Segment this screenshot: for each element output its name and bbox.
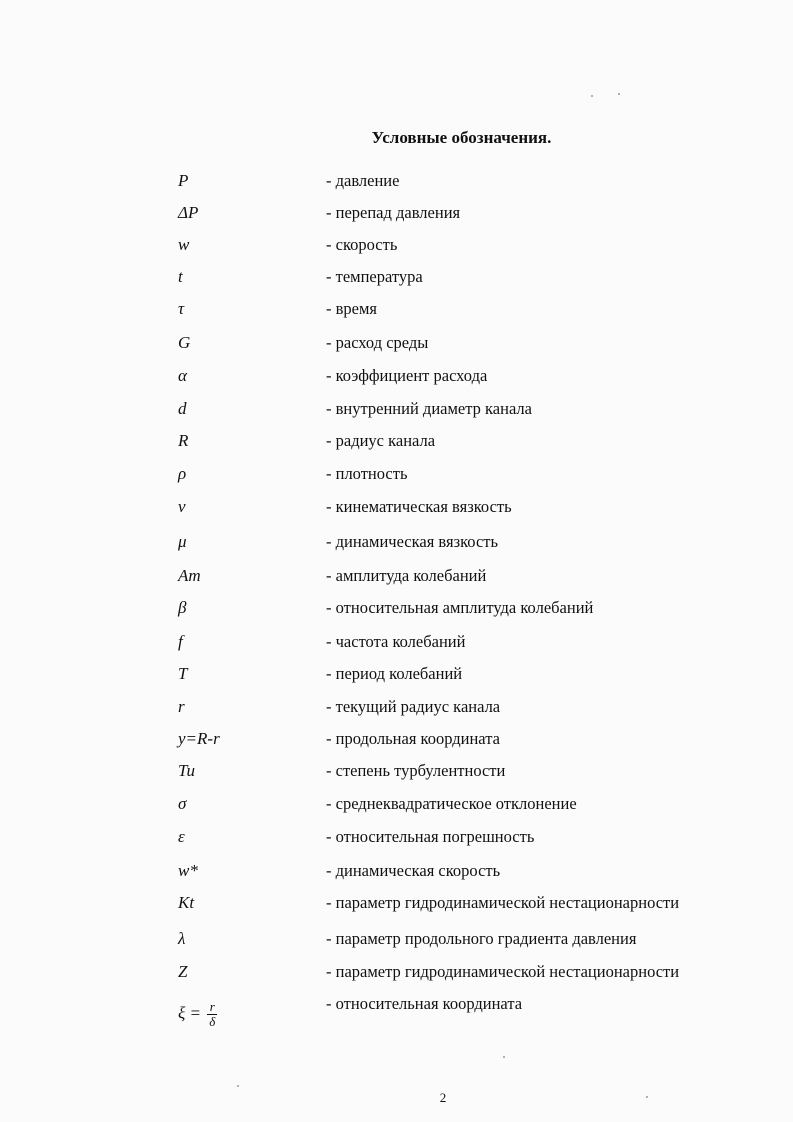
notation-symbol: μ — [178, 532, 187, 551]
notation-description: - кинематическая вязкость — [326, 497, 512, 516]
notation-description: - перепад давления — [326, 203, 461, 222]
notation-entry — [0, 893, 793, 923]
notation-entry — [0, 399, 793, 429]
notation-entry — [0, 664, 793, 694]
notation-symbol: f — [178, 632, 183, 651]
notation-description: - давление — [326, 171, 400, 190]
notation-entry — [0, 267, 793, 297]
notation-description: - период колебаний — [326, 664, 463, 683]
notation-entry — [0, 697, 793, 727]
notation-entry — [0, 729, 793, 759]
notation-description: - продольная координата — [326, 729, 500, 748]
notation-entry — [0, 794, 793, 824]
notation-entry — [0, 962, 793, 992]
notation-entry — [0, 497, 793, 527]
notation-symbol: R — [178, 431, 189, 450]
notation-description: - коэффициент расхода — [326, 366, 488, 385]
notation-symbol: Tu — [178, 761, 196, 780]
notation-entry — [0, 203, 793, 233]
notation-symbol: ρ — [178, 464, 187, 483]
notation-entry — [0, 366, 793, 396]
notation-entry — [0, 861, 793, 891]
notation-entry — [0, 299, 793, 329]
notation-symbol: Am — [178, 566, 201, 585]
notation-symbol: Kt — [178, 893, 195, 912]
notation-description: - амплитуда колебаний — [326, 566, 487, 585]
notation-symbol: σ — [178, 794, 187, 813]
fraction-numerator: r — [207, 1000, 217, 1015]
page-title: Условные обозначения. — [371, 128, 552, 147]
notation-entry — [0, 532, 793, 562]
notation-description: - плотность — [326, 464, 408, 483]
notation-entry — [0, 235, 793, 265]
notation-symbol: P — [178, 171, 189, 190]
fraction-denominator: δ — [209, 1014, 216, 1029]
scan-speck — [591, 95, 593, 97]
notation-description: - скорость — [326, 235, 398, 254]
notation-entry — [0, 566, 793, 596]
notation-description: - степень турбулентности — [326, 761, 506, 780]
formula-lhs: ξ = — [178, 1003, 202, 1023]
scan-speck — [618, 93, 620, 95]
notation-entry — [0, 333, 793, 363]
notation-symbol: r — [178, 697, 185, 716]
notation-symbol: α — [178, 366, 187, 385]
notation-symbol: ΔP — [178, 203, 199, 222]
notation-entry — [0, 827, 793, 857]
notation-description: - динамическая скорость — [326, 861, 501, 880]
notation-symbol: w — [178, 235, 190, 254]
notation-description: - время — [326, 299, 378, 318]
notation-description: - параметр гидродинамической нестационарности — [326, 893, 680, 912]
notation-symbol: Z — [178, 962, 188, 981]
notation-entry — [0, 464, 793, 494]
scan-speck — [237, 1085, 239, 1087]
notation-symbol: β — [178, 598, 187, 617]
notation-symbol: λ — [178, 929, 186, 948]
fraction — [207, 1000, 217, 1029]
notation-description: - текущий радиус канала — [326, 697, 501, 716]
notation-description: - динамическая вязкость — [326, 532, 499, 551]
notation-description: - среднеквадратическое отклонение — [326, 794, 577, 813]
notation-entry — [0, 171, 793, 201]
scan-speck — [646, 1096, 648, 1098]
notation-description: - расход среды — [326, 333, 429, 352]
notation-description: - относительная амплитуда колебаний — [326, 598, 594, 617]
notation-description: - радиус канала — [326, 431, 436, 450]
notation-entry — [0, 431, 793, 461]
notation-symbol: τ — [178, 299, 185, 318]
notation-description: - температура — [326, 267, 423, 286]
notation-description: - относительная погрешность — [326, 827, 535, 846]
notation-description: - частота колебаний — [326, 632, 466, 651]
notation-entry-xi — [0, 994, 793, 1029]
notation-description: - параметр продольного градиента давления — [326, 929, 637, 948]
notation-symbol: t — [178, 267, 183, 286]
notation-entry — [0, 598, 793, 628]
notation-entry — [0, 929, 793, 959]
notation-symbol: ε — [178, 827, 185, 846]
notation-description: - параметр гидродинамической нестационарности — [326, 962, 680, 981]
notation-entry — [0, 632, 793, 662]
notation-symbol: w* — [178, 861, 198, 880]
page-number: 2 — [439, 1090, 447, 1105]
notation-symbol: G — [178, 333, 191, 352]
notation-symbol: ν — [178, 497, 186, 516]
notation-symbol: y=R-r — [178, 729, 220, 748]
notation-entry — [0, 761, 793, 791]
notation-description: - относительная координата — [326, 994, 523, 1013]
notation-symbol: d — [178, 399, 187, 418]
scan-speck — [503, 1056, 505, 1058]
notation-symbol: T — [178, 664, 188, 683]
notation-description: - внутренний диаметр канала — [326, 399, 532, 418]
notation-symbol — [178, 1000, 217, 1029]
